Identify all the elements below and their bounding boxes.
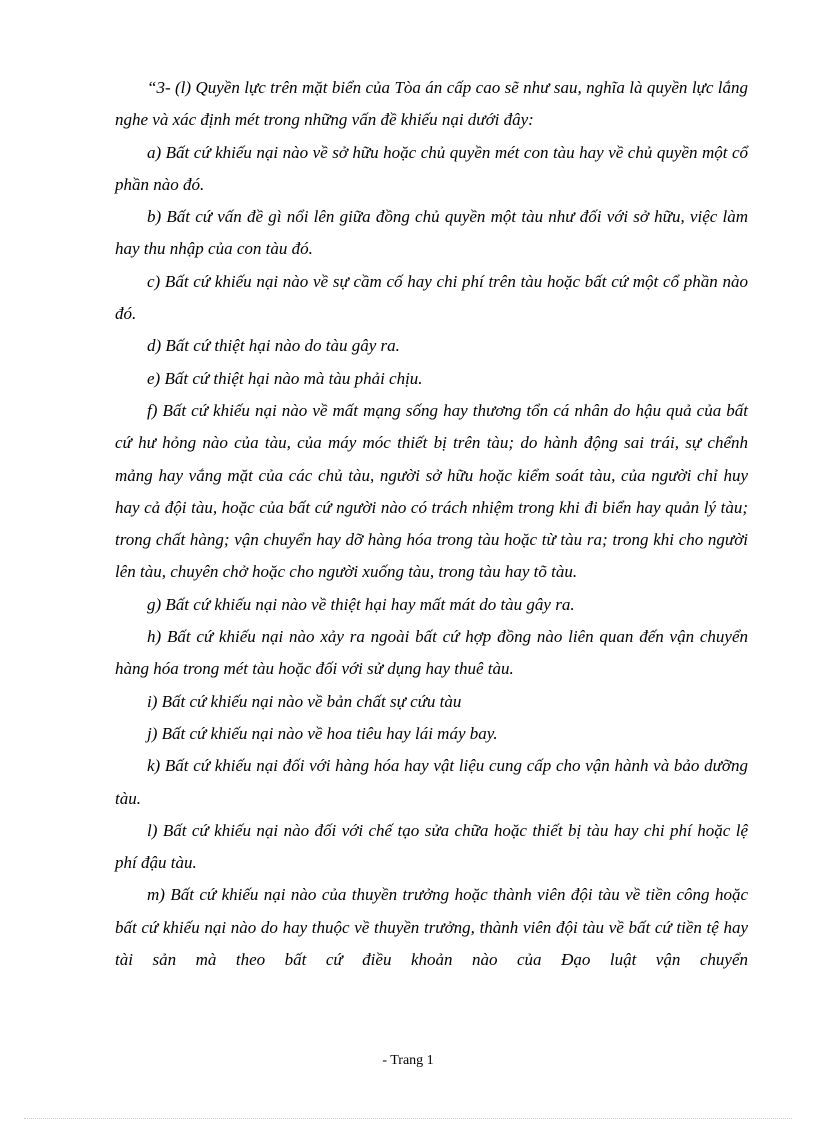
clause-h: h) Bất cứ khiếu nại nào xảy ra ngoài bất cứ hợp đồng nào liên quan đến vận chuyển hàng hóa trong mét tàu hoặc đối với sử dụng hay thuê tàu.	[115, 627, 748, 679]
clause-l: l) Bất cứ khiếu nại nào đối với chế tạo sửa chữa hoặc thiết bị tàu hay chi phí hoặc lệ phí đậu tàu.	[115, 820, 748, 873]
clause-c: c) Bất cứ khiếu nại nào về sự cầm cố hay chi phí trên tàu hoặc bất cứ một cổ phần nào đó.	[115, 271, 748, 324]
page-footer: - Trang 1	[382, 1053, 434, 1068]
clause-i: i) Bất cứ khiếu nại nào về bản chất sự cứu tàu	[147, 691, 462, 711]
document-body	[115, 72, 748, 976]
clause-d: d) Bất cứ thiệt hại nào do tàu gây ra.	[147, 336, 400, 356]
clause-b: b) Bất cứ vấn đề gì nổi lên giữa đồng chủ quyền một tàu như đối với sở hữu, việc làm hay thu nhập của con tàu đó.	[115, 207, 748, 259]
clause-e: e) Bất cứ thiệt hại nào mà tàu phải chịu.	[147, 368, 423, 388]
clause-j: j) Bất cứ khiếu nại nào về hoa tiêu hay lái máy bay.	[147, 723, 498, 743]
clause-k: k) Bất cứ khiếu nại đối với hàng hóa hay vật liệu cung cấp cho vận hành và bảo dưỡng tàu.	[115, 756, 748, 808]
page-bottom-edge	[24, 1118, 792, 1119]
clause-f: f) Bất cứ khiếu nại nào về mất mạng sống hay thương tổn cá nhân do hậu quả của bất cứ hư hỏng nào của tàu, của máy móc thiết bị trên tàu; do hành động sai trái, sự chểnh mảng hay vắng mặt của các chủ tàu, người sở hữu hoặc kiểm soát tàu, của người chỉ huy hay cả đội tàu, hoặc của bất cứ người nào có trách nhiệm trong khi đi biển hay quản lý tàu; trong chất hàng; vận chuyển hay dỡ hàng hóa trong tàu hoặc từ tàu ra; trong khi cho người lên tàu, chuyên chở hoặc cho người xuống tàu, trong tàu hay tõ tàu.	[115, 400, 748, 582]
paragraph-intro: “3- (l) Quyền lực trên mặt biển của Tòa án cấp cao sẽ như sau, nghĩa là quyền lực lắng nghe và xác định mét trong những vấn đề khiếu nại dưới đây:	[115, 78, 748, 130]
clause-m: m) Bất cứ khiếu nại nào của thuyền trưởng hoặc thành viên đội tàu về tiền công hoặc bất cứ khiếu nại nào do hay thuộc về thuyền trưởng, thành viên đội tàu về bất cứ tiền tệ hay tài sản mà theo bất cứ điều khoản nào của Đạo luật vận chuyển	[115, 885, 748, 970]
clause-g: g) Bất cứ khiếu nại nào về thiệt hại hay mất mát do tàu gây ra.	[147, 594, 575, 614]
clause-a: a) Bất cứ khiếu nại nào về sở hữu hoặc chủ quyền mét con tàu hay về chủ quyền một cổ phần nào đó.	[115, 142, 748, 194]
